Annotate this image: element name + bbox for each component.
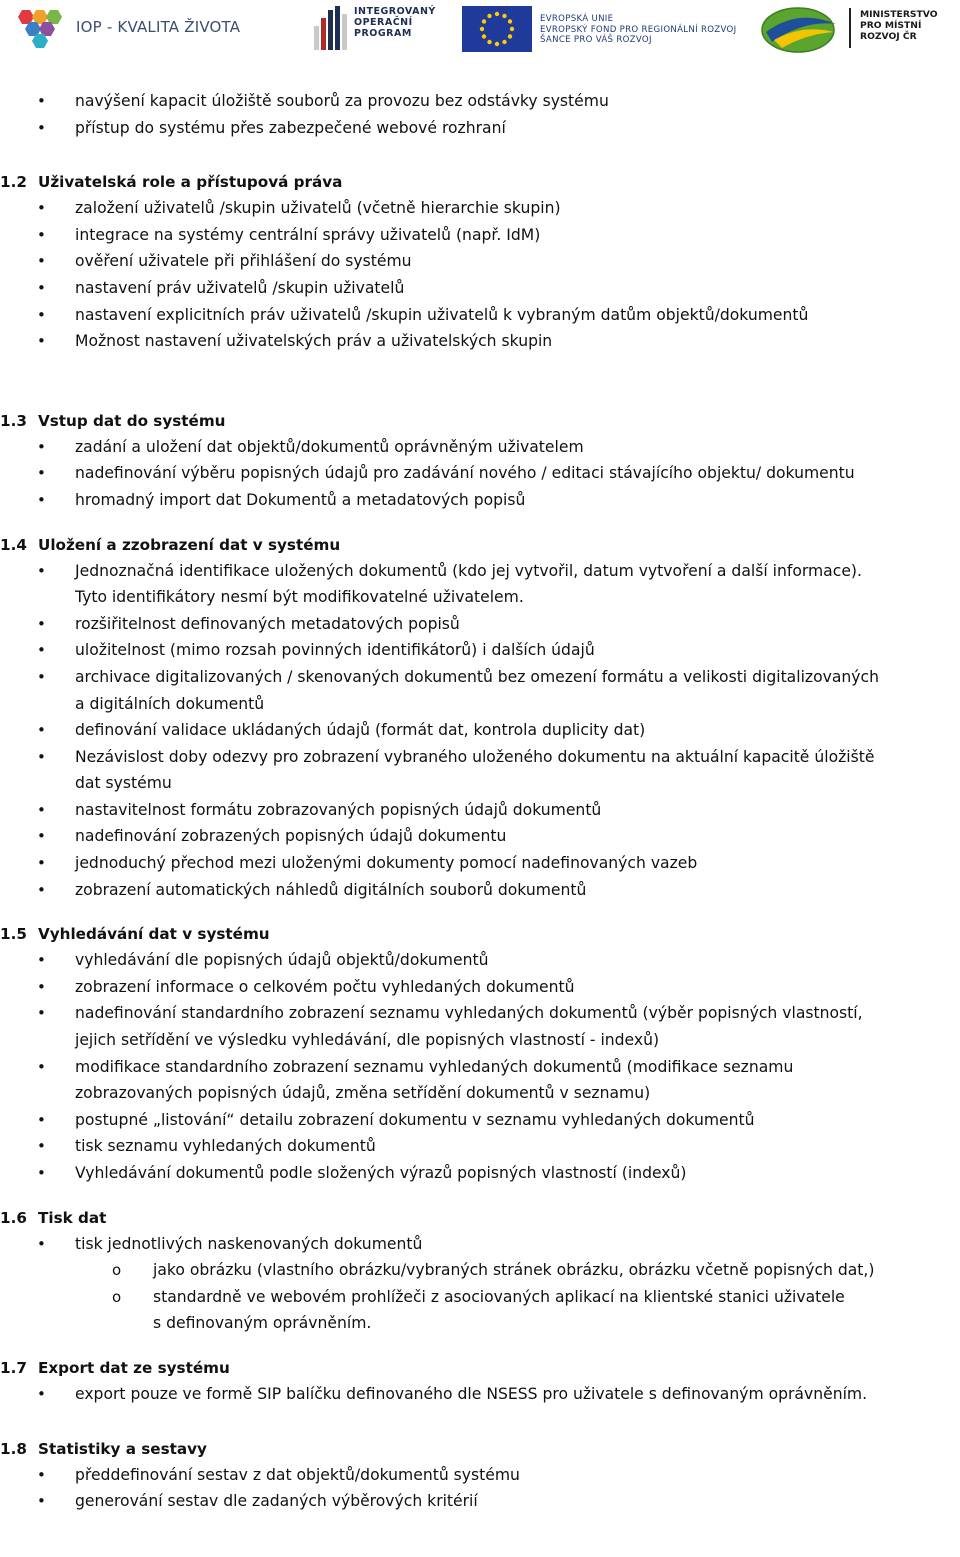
document-body [0,88,960,1515]
iop-label: IOP - KVALITA ŽIVOTA [76,18,241,36]
list-item: • zobrazení informace o celkovém počtu vyhledaných dokumentů [0,974,960,1001]
bullet-icon: • [37,252,46,271]
section-number: 1.7 [0,1358,27,1377]
section-heading [0,921,960,947]
bullet-icon: • [37,977,46,996]
bullet-icon: • [37,92,46,110]
bullet-icon: • [37,305,46,324]
section-number: 1.8 [0,1439,27,1458]
section-1-6 [0,1205,960,1337]
section-heading [0,1205,960,1231]
intro-list [0,88,960,141]
list-item: • Jednoznačná identifikace uložených dokumentů (kdo jej vytvořil, datum vytvoření a další informace). Tyto identifikátory nesmí být modifikovatelné uživatelem. [0,558,960,611]
section-list [0,947,960,1186]
section-1-3 [0,408,960,514]
section-number: 1.4 [0,535,27,554]
bullet-icon: • [37,951,46,970]
list-item: • definování validace ukládaných údajů (formát dat, kontrola duplicity dat) [0,717,960,744]
list-item: • nadefinování zobrazených popisných údajů dokumentu [0,823,960,850]
list-item: • postupné „listování“ detailu zobrazení dokumentu v seznamu vyhledaných dokumentů [0,1107,960,1134]
section-list [0,558,960,904]
list-item: • přístup do systému přes zabezpečené webové rozhraní [0,115,960,142]
section-list [0,434,960,514]
list-item: • rozšiřitelnost definovaných metadatových popisů [0,611,960,638]
ministry-emblem-icon [758,2,844,56]
section-1-2 [0,169,960,355]
bullet-icon: • [37,1110,46,1129]
list-item: • archivace digitalizovaných / skenovaných dokumentů bez omezení formátu a velikosti digitalizovaných a digitálních dokumentů [0,664,960,717]
section-number: 1.5 [0,925,27,944]
list-item: • generování sestav dle zadaných výběrových kritérií [0,1488,960,1515]
section-title: Uložení a zzobrazení dat v systému [38,535,341,554]
list-item: • nadefinování výběru popisných údajů pro zadávání nového / editaci stávajícího objektu/ dokumentu [0,460,960,487]
list-item: • jednoduchý přechod mezi uloženými dokumenty pomocí nadefinovaných vazeb [0,850,960,877]
section-number: 1.2 [0,173,27,192]
bullet-icon: • [37,800,46,819]
list-item: • hromadný import dat Dokumentů a metadatových popisů [0,487,960,514]
bullet-icon: • [37,1137,46,1156]
integrated-program-logo [312,4,447,54]
section-heading [0,1436,960,1462]
list-item: • tisk seznamu vyhledaných dokumentů [0,1133,960,1160]
section-1-5 [0,921,960,1186]
sub-list-item: o jako obrázku (vlastního obrázku/vybraných stránek obrázku, obrázku včetně popisných dat,) [0,1257,960,1284]
bullet-icon: • [37,1057,46,1076]
list-item: • zadání a uložení dat objektů/dokumentů oprávněným uživatelem [0,434,960,461]
bullet-icon: • [37,1384,46,1403]
bullet-icon: • [37,1492,46,1511]
section-1-8 [0,1436,960,1515]
section-title: Statistiky a sestavy [38,1439,207,1458]
bullet-icon: • [37,437,46,456]
list-item: • založení uživatelů /skupin uživatelů (včetně hierarchie skupin) [0,195,960,222]
section-title: Vyhledávání dat v systému [38,925,270,944]
list-item: • nastavení práv uživatelů /skupin uživatelů [0,275,960,302]
section-heading [0,169,960,195]
section-1-7 [0,1355,960,1408]
eu-logo [462,6,747,52]
list-item: • předdefinování sestav z dat objektů/dokumentů systému [0,1462,960,1489]
bullet-icon: • [37,490,46,509]
iop-hexagons-icon [14,8,66,48]
section-list [0,195,960,355]
bullet-icon: • [37,199,46,218]
bullet-icon: • [37,641,46,660]
bullet-icon: • [37,747,46,766]
list-item: • zobrazení automatických náhledů digitálních souborů dokumentů [0,877,960,904]
circle-bullet-icon: o [112,1261,122,1280]
eu-flag-icon [462,6,532,52]
list-item: • tisk jednotlivých naskenovaných dokumentů [0,1231,960,1258]
list-item: • Nezávislost doby odezvy pro zobrazení vybraného uloženého dokumentu na aktuální kapacitě úložiště dat systému [0,744,960,797]
bullet-icon: • [37,332,46,351]
bullet-icon: • [37,278,46,297]
list-item: • integrace na systémy centrální správy uživatelů (např. IdM) [0,222,960,249]
bullet-icon: • [37,225,46,244]
section-number: 1.3 [0,411,27,430]
eu-label: EVROPSKÁ UNIE EVROPSKÝ FOND PRO REGIONÁLNÍ ROZVOJ ŠANCE PRO VÁŠ ROZVOJ [540,14,737,45]
list-item: • vyhledávání dle popisných údajů objektů/dokumentů [0,947,960,974]
ministry-logo [758,2,953,56]
bullet-icon: • [37,667,46,686]
program-bars-icon [312,4,360,52]
circle-bullet-icon: o [112,1287,122,1306]
section-list [0,1381,960,1408]
list-item: • nastavení explicitních práv uživatelů /skupin uživatelů k vybraným datům objektů/dokumentů [0,302,960,329]
ministry-divider [849,8,851,48]
bullet-icon: • [37,854,46,873]
list-item: • uložitelnost (mimo rozsah povinných identifikátorů) i dalších údajů [0,637,960,664]
list-item: • nadefinování standardního zobrazení seznamu vyhledaných dokumentů (výběr popisných vlastností, jejich setřídění ve výsledku vyhledávání, dle popisných vlastností - indexů) [0,1000,960,1053]
section-list [0,1462,960,1515]
bullet-icon: • [37,1234,46,1253]
bullet-icon: • [37,614,46,633]
bullet-icon: • [37,561,46,580]
program-label: INTEGROVANÝ OPERAČNÍ PROGRAM [354,6,436,39]
section-heading [0,532,960,558]
bullet-icon: • [37,1465,46,1484]
bullet-icon: • [37,880,46,899]
section-heading [0,1355,960,1381]
sub-list-item: o standardně ve webovém prohlížeči z asociovaných aplikací na klientské stanici uživatele s definovaným oprávněním. [0,1284,960,1337]
section-1-4 [0,532,960,904]
section-title: Tisk dat [38,1208,107,1227]
list-item: • Možnost nastavení uživatelských práv a uživatelských skupin [0,328,960,355]
section-heading [0,408,960,434]
section-title: Uživatelská role a přístupová práva [38,173,343,192]
list-item: • export pouze ve formě SIP balíčku definovaného dle NSESS pro uživatele s definovaným oprávněním. [0,1381,960,1408]
iop-logo [14,8,244,48]
section-title: Vstup dat do systému [38,411,226,430]
bullet-icon: • [37,1004,46,1023]
section-list [0,1231,960,1337]
bullet-icon: • [37,118,46,137]
bullet-icon: • [37,721,46,740]
bullet-icon: • [37,1164,46,1182]
bullet-icon: • [37,464,46,483]
list-item: • nastavitelnost formátu zobrazovaných popisných údajů dokumentů [0,797,960,824]
list-item: • modifikace standardního zobrazení seznamu vyhledaných dokumentů (modifikace seznamu zobrazovaných popisných údajů, změna setřídění dokumentů v seznamu) [0,1054,960,1107]
bullet-icon: • [37,827,46,846]
section-number: 1.6 [0,1208,27,1227]
section-title: Export dat ze systému [38,1358,230,1377]
ministry-label: MINISTERSTVO PRO MÍSTNÍ ROZVOJ ČR [860,9,938,43]
list-item: • Vyhledávání dokumentů podle složených výrazů popisných vlastností (indexů) [0,1160,960,1187]
list-item: • ověření uživatele při přihlášení do systému [0,248,960,275]
logo-header [0,0,960,60]
list-item: • navýšení kapacit úložiště souborů za provozu bez odstávky systému [0,88,960,115]
